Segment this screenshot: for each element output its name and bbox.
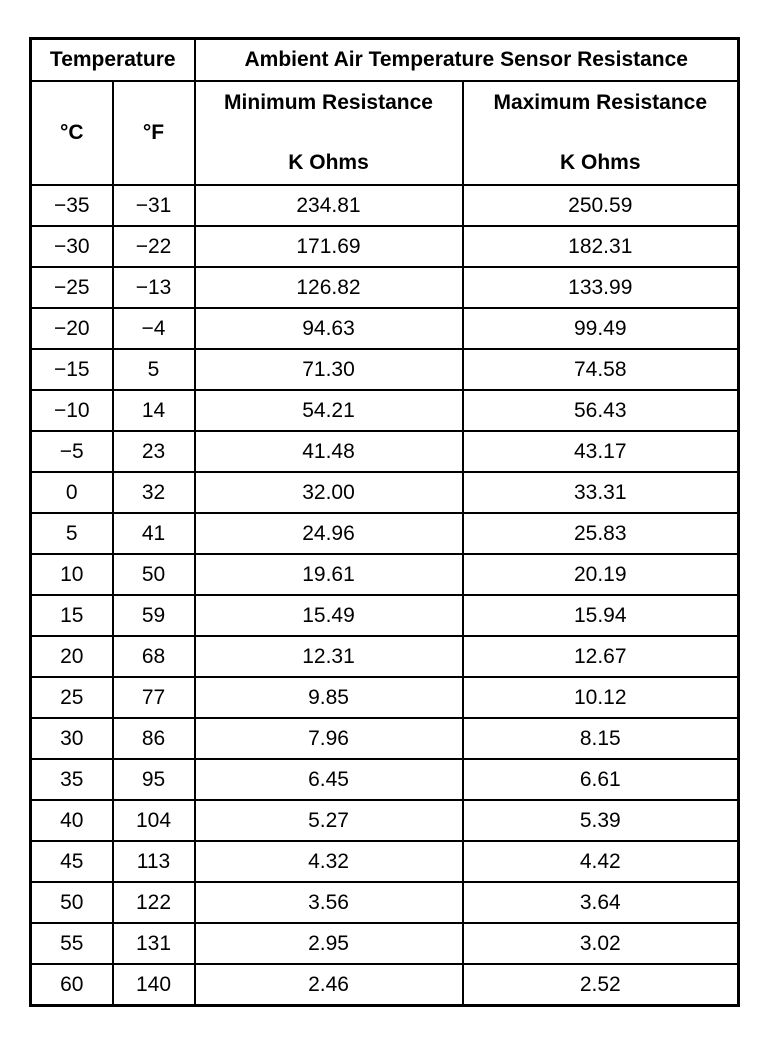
max-resistance-label: Maximum Resistance xyxy=(493,91,708,114)
max-resistance-header xyxy=(463,81,739,185)
group-header-row xyxy=(31,39,739,82)
min-resistance-cell: 24.96 xyxy=(195,513,463,554)
max-resistance-cell: 2.52 xyxy=(463,964,739,1006)
celsius-cell: 30 xyxy=(31,718,113,759)
min-resistance-cell: 2.46 xyxy=(195,964,463,1006)
celsius-cell: −30 xyxy=(31,226,113,267)
max-resistance-cell: 10.12 xyxy=(463,677,739,718)
fahrenheit-cell: 59 xyxy=(113,595,195,636)
min-resistance-cell: 234.81 xyxy=(195,185,463,226)
fahrenheit-cell: 50 xyxy=(113,554,195,595)
max-resistance-cell: 12.67 xyxy=(463,636,739,677)
fahrenheit-cell: 95 xyxy=(113,759,195,800)
celsius-cell: 10 xyxy=(31,554,113,595)
max-resistance-cell: 250.59 xyxy=(463,185,739,226)
fahrenheit-cell: −4 xyxy=(113,308,195,349)
celsius-cell: −20 xyxy=(31,308,113,349)
fahrenheit-cell: 131 xyxy=(113,923,195,964)
max-resistance-cell: 33.31 xyxy=(463,472,739,513)
table-row xyxy=(31,226,739,267)
max-resistance-cell: 6.61 xyxy=(463,759,739,800)
celsius-cell: 0 xyxy=(31,472,113,513)
fahrenheit-cell: 140 xyxy=(113,964,195,1006)
celsius-cell: −10 xyxy=(31,390,113,431)
min-resistance-label: Minimum Resistance xyxy=(224,91,433,114)
min-resistance-cell: 3.56 xyxy=(195,882,463,923)
table-row xyxy=(31,964,739,1006)
min-resistance-cell: 7.96 xyxy=(195,718,463,759)
table-row xyxy=(31,841,739,882)
max-resistance-cell: 20.19 xyxy=(463,554,739,595)
min-resistance-cell: 54.21 xyxy=(195,390,463,431)
fahrenheit-cell: 14 xyxy=(113,390,195,431)
table-row xyxy=(31,267,739,308)
resistance-group-header: Ambient Air Temperature Sensor Resistance xyxy=(195,39,739,82)
table-row xyxy=(31,349,739,390)
min-resistance-cell: 15.49 xyxy=(195,595,463,636)
min-resistance-cell: 171.69 xyxy=(195,226,463,267)
sensor-resistance-table xyxy=(29,37,740,1007)
min-resistance-cell: 6.45 xyxy=(195,759,463,800)
celsius-cell: 55 xyxy=(31,923,113,964)
max-resistance-cell: 56.43 xyxy=(463,390,739,431)
fahrenheit-cell: 23 xyxy=(113,431,195,472)
fahrenheit-cell: 5 xyxy=(113,349,195,390)
min-resistance-cell: 19.61 xyxy=(195,554,463,595)
min-resistance-cell: 41.48 xyxy=(195,431,463,472)
table-row xyxy=(31,308,739,349)
table-row xyxy=(31,595,739,636)
min-resistance-cell: 5.27 xyxy=(195,800,463,841)
min-resistance-cell: 12.31 xyxy=(195,636,463,677)
celsius-cell: 15 xyxy=(31,595,113,636)
fahrenheit-cell: 32 xyxy=(113,472,195,513)
celsius-cell: −25 xyxy=(31,267,113,308)
table-row xyxy=(31,759,739,800)
max-resistance-cell: 15.94 xyxy=(463,595,739,636)
min-resistance-unit: K Ohms xyxy=(288,151,369,174)
fahrenheit-cell: 68 xyxy=(113,636,195,677)
max-resistance-cell: 74.58 xyxy=(463,349,739,390)
celsius-cell: −15 xyxy=(31,349,113,390)
table-body xyxy=(31,185,739,1006)
min-resistance-cell: 94.63 xyxy=(195,308,463,349)
celsius-cell: 20 xyxy=(31,636,113,677)
fahrenheit-cell: 41 xyxy=(113,513,195,554)
table-row xyxy=(31,882,739,923)
fahrenheit-cell: 77 xyxy=(113,677,195,718)
sub-header-row xyxy=(31,81,739,185)
max-resistance-cell: 3.64 xyxy=(463,882,739,923)
fahrenheit-cell: 122 xyxy=(113,882,195,923)
max-resistance-cell: 43.17 xyxy=(463,431,739,472)
celsius-cell: −35 xyxy=(31,185,113,226)
table-row xyxy=(31,185,739,226)
table-row xyxy=(31,718,739,759)
fahrenheit-header: °F xyxy=(113,81,195,185)
table-row xyxy=(31,513,739,554)
table-row xyxy=(31,431,739,472)
max-resistance-cell: 133.99 xyxy=(463,267,739,308)
max-resistance-cell: 99.49 xyxy=(463,308,739,349)
fahrenheit-cell: −22 xyxy=(113,226,195,267)
min-resistance-cell: 71.30 xyxy=(195,349,463,390)
max-resistance-cell: 182.31 xyxy=(463,226,739,267)
celsius-cell: 60 xyxy=(31,964,113,1006)
table-row xyxy=(31,472,739,513)
fahrenheit-cell: 104 xyxy=(113,800,195,841)
max-resistance-unit: K Ohms xyxy=(560,151,641,174)
celsius-cell: 40 xyxy=(31,800,113,841)
celsius-cell: 50 xyxy=(31,882,113,923)
min-resistance-cell: 126.82 xyxy=(195,267,463,308)
celsius-cell: 5 xyxy=(31,513,113,554)
min-resistance-cell: 2.95 xyxy=(195,923,463,964)
table-row xyxy=(31,554,739,595)
fahrenheit-cell: 86 xyxy=(113,718,195,759)
max-resistance-cell: 4.42 xyxy=(463,841,739,882)
min-resistance-cell: 9.85 xyxy=(195,677,463,718)
table-row xyxy=(31,390,739,431)
celsius-cell: 25 xyxy=(31,677,113,718)
table-row xyxy=(31,636,739,677)
min-resistance-cell: 32.00 xyxy=(195,472,463,513)
max-resistance-cell: 8.15 xyxy=(463,718,739,759)
table-row xyxy=(31,923,739,964)
fahrenheit-cell: −31 xyxy=(113,185,195,226)
fahrenheit-cell: −13 xyxy=(113,267,195,308)
min-resistance-cell: 4.32 xyxy=(195,841,463,882)
celsius-cell: 35 xyxy=(31,759,113,800)
max-resistance-cell: 3.02 xyxy=(463,923,739,964)
temperature-group-header: Temperature xyxy=(31,39,195,82)
max-resistance-cell: 25.83 xyxy=(463,513,739,554)
min-resistance-header xyxy=(195,81,463,185)
celsius-cell: 45 xyxy=(31,841,113,882)
celsius-cell: −5 xyxy=(31,431,113,472)
table-row xyxy=(31,800,739,841)
fahrenheit-cell: 113 xyxy=(113,841,195,882)
celsius-header: °C xyxy=(31,81,113,185)
table-row xyxy=(31,677,739,718)
max-resistance-cell: 5.39 xyxy=(463,800,739,841)
